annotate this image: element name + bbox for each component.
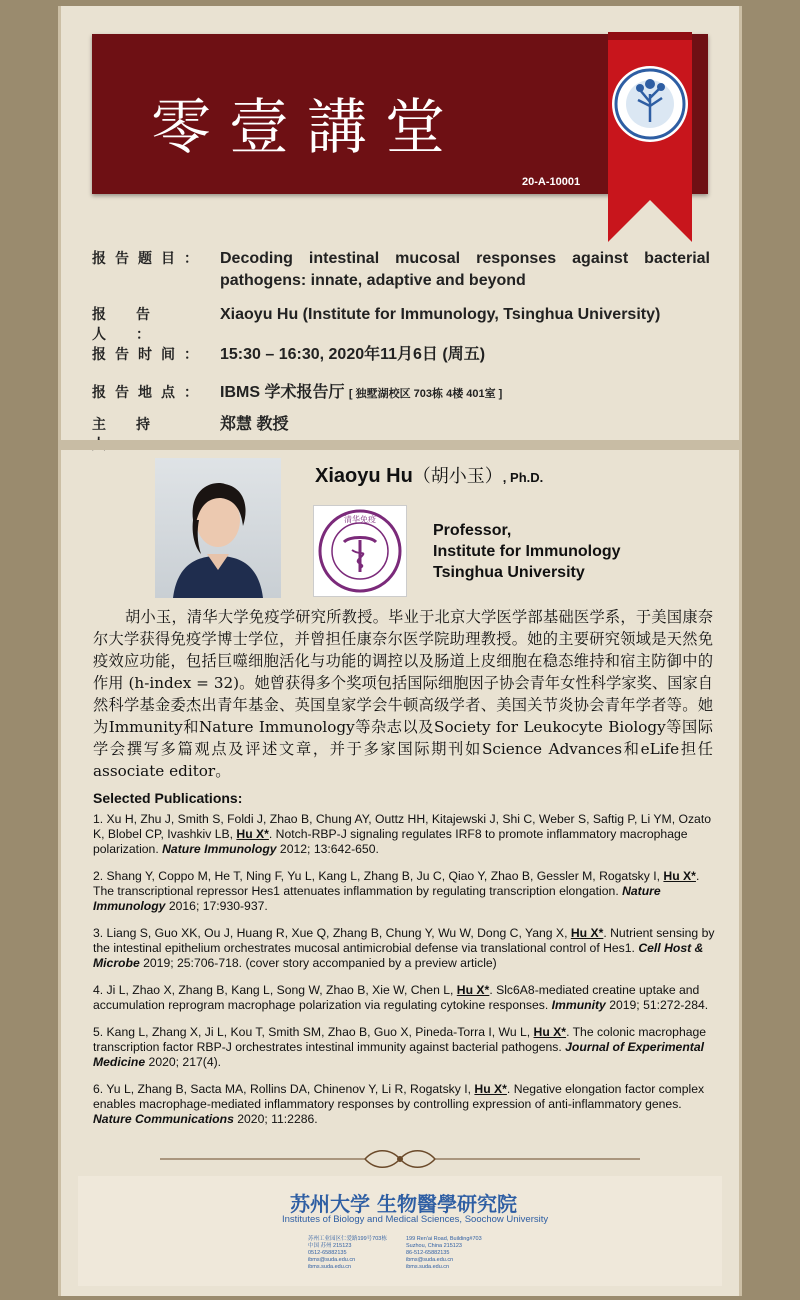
- publication-item: 3. Liang S, Guo XK, Ou J, Huang R, Xue Q, Zhang B, Chung Y, Wu W, Dong C, Yang X, Hu X*. Nutrient sensing by the intestinal epithelium orchestrates mucosal antimicrobial defense via translational control of Hes1. Cell Host & Microbe 2019; 25:706-718. (cover story accompanied by a preview article): [93, 926, 715, 970]
- publications-heading: Selected Publications:: [93, 790, 243, 806]
- place-detail: [ 独墅湖校区 703栋 4楼 401室 ]: [348, 388, 503, 400]
- speaker-value: Xiaoyu Hu (Institute for Immunology, Tsinghua University): [220, 306, 661, 323]
- seal-text: 清华免疫: [344, 515, 376, 524]
- speaker-institute: Institute for Immunology: [433, 543, 621, 560]
- place-label: 报告地点：: [92, 385, 207, 401]
- institute-english-name: Institutes of Biology and Medical Sciences, Soochow University: [282, 1214, 549, 1225]
- speaker-title-block: [433, 520, 621, 583]
- speaker-bio: 胡小玉，清华大学免疫学研究所教授。毕业于北京大学医学部基础医学系，于美国康奈尔大学获得免疫学博士学位，并曾担任康奈尔医学院助理教授。她的主要研究领域是天然免疫效应功能，包括巨噬细胞活化与功能的调控以及肠道上皮细胞在稳态维持和宿主防御中的作用 (h-index = 32)。她曾获得多个奖项包括国际细胞因子协会青年女性科学家奖、国家自然科学基金委杰出青年基金、英国皇家学会牛顿高级学者、美国关节炎协会青年学者等。她为Immunity和Nature Immunology等杂志以及Society for Leukocyte Biology等国际学会撰写多篇观点及评述文章，并于多家国际期刊如Science Advances和eLife担任associate editor。: [93, 608, 713, 780]
- host-value: 郑慧 教授: [220, 416, 289, 433]
- section-divider: [58, 440, 742, 450]
- publication-item: 4. Ji L, Zhao X, Zhang B, Kang L, Song W, Zhao B, Xie W, Chen L, Hu X*. Slc6A8-mediated creatine uptake and accumulation reprogram macrophage polarization via regulating cytokine responses. Immunity 2019; 51:272-284.: [93, 983, 709, 1012]
- address-en: 199 Ren'ai Road, Building#703 Suzhou, China 215123 86-512-65882135 ibms@suda.edu.cn ibms.suda.edu.cn: [406, 1236, 482, 1270]
- publication-item: 6. Yu L, Zhang B, Sacta MA, Rollins DA, Chinenov Y, Li R, Rogatsky I, Hu X*. Negative elongation factor complex enables macrophage-mediated inflammatory responses by controlling expression of anti-inflammatory genes. Nature Communications 2020; 11:2286.: [93, 1082, 705, 1126]
- speaker-degree: , Ph.D.: [502, 470, 544, 485]
- institute-seal-icon: [314, 506, 406, 596]
- speaker-photo: [155, 458, 281, 598]
- speaker-name-cn: （胡小玉）: [412, 466, 503, 487]
- soochow-logo-text: 苏州大学 生物醫學研究院: [290, 1192, 517, 1216]
- host-label: 主持: [92, 417, 180, 433]
- publication-item: 2. Shang Y, Coppo M, He T, Ning F, Yu L, Kang L, Zhang B, Ju C, Qiao Y, Zhao B, Gessler M, Rogatsky I, Hu X*. The transcriptional repressor Hes1 attenuates inflammation by regulating transcription elongation. Nature Immunology 2016; 17:930-937.: [93, 869, 700, 913]
- publication-item: 1. Xu H, Zhu J, Smith S, Foldi J, Zhao B, Chung AY, Outtz HH, Kitajewski J, Shi C, Weber S, Saftig P, Li YM, Ozato K, Blobel CP, Ivashkiv LB, Hu X*. Notch-RBP-J signaling regulates IRF8 to promote inflammatory macrophage polarization. Nature Immunology 2012; 13:642-650.: [93, 812, 711, 856]
- ornament-divider-icon: [160, 1148, 640, 1170]
- speaker-name-en: Xiaoyu Hu: [315, 465, 413, 487]
- speaker-row: [80, 304, 710, 344]
- topic-label: 报告题目：: [92, 251, 207, 267]
- publications-list: [93, 812, 715, 1139]
- place-value: IBMS 学术报告厅: [220, 384, 345, 401]
- portrait-icon: [155, 458, 281, 598]
- place-row: [80, 382, 710, 405]
- publication-item: 5. Kang L, Zhang X, Ji L, Kou T, Smith SM, Zhao B, Guo X, Pineda-Torra I, Wu L, Hu X*. The colonic macrophage transcription factor RBP-J orchestrates intestinal immunity against bacterial pathogens. Journal of Experimental Medicine 2020; 217(4).: [93, 1025, 707, 1069]
- lecture-code: 20-A-10001: [522, 176, 581, 188]
- speaker-university: Tsinghua University: [433, 564, 585, 581]
- ribbon-badge-icon: [604, 32, 696, 242]
- lecture-info: [80, 236, 720, 436]
- time-label: 报告时间：: [92, 347, 207, 363]
- time-row: [80, 344, 710, 366]
- topic-value: Decoding intestinal mucosal responses against bacterial pathogens: innate, adaptive and beyond: [220, 250, 710, 289]
- address-cn: 苏州工业园区仁爱路199号703栋 中国 苏州 215123 0512-65882135 ibms@suda.edu.cn ibms.suda.edu.cn: [308, 1236, 387, 1270]
- topic-row: [80, 248, 710, 292]
- tsinghua-seal: [313, 505, 407, 597]
- speaker-position: Professor,: [433, 522, 512, 539]
- lecture-series-title: 零壹講堂: [151, 93, 463, 163]
- time-value: 15:30 – 16:30, 2020年11月6日 (周五): [220, 346, 486, 363]
- speaker-name: [315, 462, 543, 488]
- speaker-label: 报告人：: [92, 307, 180, 343]
